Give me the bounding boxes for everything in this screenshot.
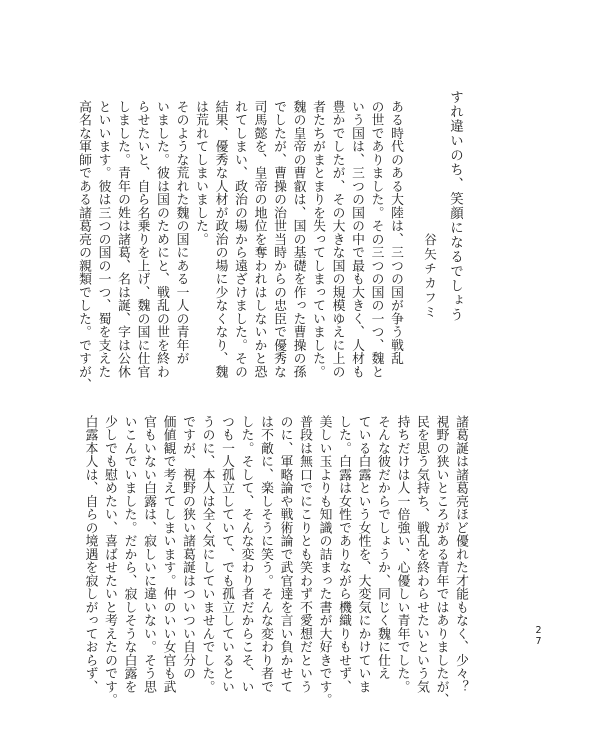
page-number: 27 [533,625,544,647]
text-line: は荒れてしまいました。 [193,100,208,246]
text-line: そんな彼だからでしょうか、同じく魏に仕え [375,415,390,680]
text-line: れてしまい、政治の場から遠ざけました。その [232,100,247,379]
text-line: でしたが、曹操の治世当時からの忠臣で優秀な [271,100,286,379]
text-line: 魏の皇帝の曹叡は、国の基礎を作った曹操の孫 [290,100,306,379]
title-block [420,90,464,320]
text-line: いう国は、三つの国の中で最も大きく、人材も [349,100,364,379]
text-line: ですが、視野の狭い諸葛誕はついつい自分の [180,415,195,680]
story-author: 谷矢チカフミ [422,233,438,320]
text-line: つも一人孤立していて、でも孤立しているとい [219,415,234,694]
text-line: は不敵に、楽しそうに笑う。そんな変わり者で [258,415,273,694]
text-line: 司馬懿を、皇帝の地位を奪われはしないかと恐 [251,100,267,379]
text-line: 価値観で考えてしまいます。仲のいい女官も武 [160,415,176,694]
text-line: 官もいない白露は、寂しいに違いない。そう思 [141,415,156,694]
text-line: そのような荒れた魏の国にある一人の青年が [173,100,189,365]
text-line: した。白露は女性でありながら機織りもせず、 [336,415,351,694]
text-line: 白露本人は、自らの境遇を寂しがっておらず、 [82,415,98,694]
text-line: といいます。彼は三つの国の一つ、蜀を支えた [95,100,111,379]
text-line: いました。彼は国のためにと、戦乱の世を終わ [154,100,169,379]
text-line: ている白露という女性を、大変気にかけていま [355,415,371,694]
lower-text-block [82,415,470,707]
upper-text-block [76,100,405,392]
text-line: した。そして、そんな変わり者だからこそ、い [238,415,254,694]
text-line: 視野の狭いところがある青年ではありましたが、 [433,415,449,707]
text-line: のに、軍略論や戦術論で武官達を言い負かせて [277,415,293,694]
text-line: いこんでいました。だから、寂しそうな白露を [121,415,137,694]
text-line: 民を思う気持ち、戦乱を終わらせたいという気 [414,415,429,694]
text-line: 者たちがまとまりを失ってしまっていました。 [310,100,325,379]
text-line: 結果、優秀な人材が政治の場に少なくなり、魏 [212,100,228,379]
text-line: 普段は無口でにこりとも笑わず不愛想だという [297,415,312,694]
text-line: 諸葛誕は諸葛亮ほど優れた才能もなく、少々？ [453,415,468,694]
text-line: しました。青年の姓は諸葛、名は誕、字は公休 [115,100,130,379]
story-title: すれ違いのち、笑顔になるでしょう [447,90,463,322]
text-line: の世でありました。その三つの国の一つ、魏と [368,100,384,379]
text-line: 高名な軍師である諸葛亮の親類でした。ですが、 [76,100,91,392]
text-line: ある時代のある大陸は、三つの国が争う戦乱 [388,100,403,365]
text-line: うのに、本人は全く気にしていませんでした。 [199,415,215,694]
text-line: 少しでも慰めたい、喜ばせたいと考えたのです。 [102,415,117,707]
text-line: 豊かでしたが、その大きな国の規模ゆえに上の [329,100,345,379]
text-line: 持ちだけは人一倍強い、心優しい青年でした。 [394,415,410,694]
text-line: 美しい玉よりも知識の詰まった書が大好きです。 [316,415,332,707]
text-line: らせたいと、自ら名乗りを上げ、魏の国に仕官 [134,100,150,379]
